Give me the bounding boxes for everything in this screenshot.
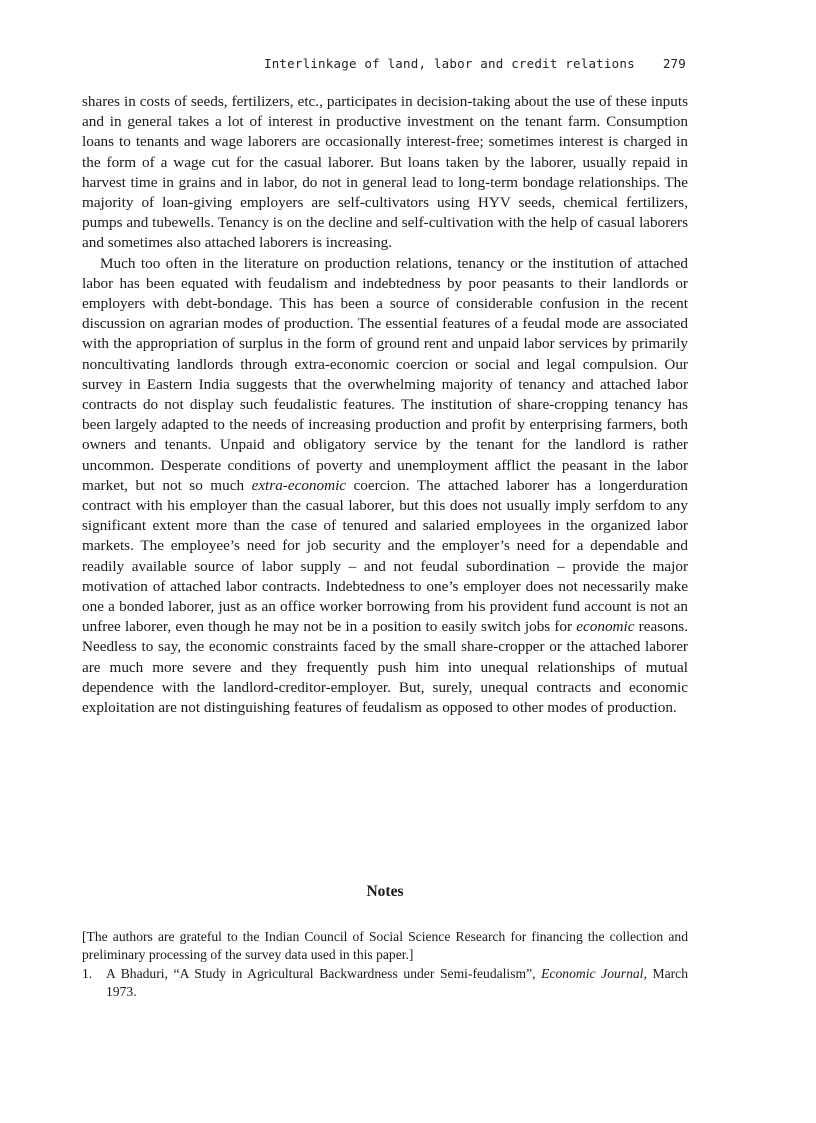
body-text bbox=[82, 92, 688, 718]
emphasis-extra-economic: extra-economic bbox=[251, 476, 347, 494]
note-date: , March 1973. bbox=[106, 965, 688, 1000]
page-number: 279 bbox=[662, 56, 686, 71]
notes-section bbox=[82, 928, 688, 1002]
note-journal: Economic Journal bbox=[541, 965, 644, 981]
paragraph-2-part-a: Much too often in the literature on production relations, tenancy or the institution of attached labor has been equated with feudalism and indebtedness by poor peasants to their landlords or employers with debt-bondage. This has been a source of considerable confusion in the recent discussion on agrarian modes of production. The essential features of a feudal mode are associated with the appropriation of surplus in the form of ground rent and unpaid labor services by primarily noncultivating landlords through extra-economic coercion or social and legal compulsion. Our survey in Eastern India suggests that the overwhelming majority of tenancy and attached labor contracts do not display such feudalistic features. The institution of share-cropping tenancy has been largely adapted to the needs of increasing production and profit by enterprising farmers, both owners and tenants. Unpaid and obligatory service by the tenant for the landlord is rather uncommon. Desperate conditions of poverty and unemployment afflict the peasant in the labor market, but not so much bbox=[82, 254, 688, 494]
acknowledgement-note: [The authors are grateful to the Indian Council of Social Science Research for financing the collection and preliminary processing of the survey data used in this paper.] bbox=[82, 929, 688, 963]
notes-heading: Notes bbox=[366, 883, 404, 900]
paragraph-2 bbox=[82, 254, 688, 719]
emphasis-economic: economic bbox=[576, 618, 635, 636]
running-head bbox=[82, 56, 686, 71]
running-title: Interlinkage of land, labor and credit relations bbox=[263, 56, 635, 71]
paragraph-1: shares in costs of seeds, fertilizers, etc., participates in decision-taking about the use of these inputs and in general takes a lot of interest in productive investment on the tenant farm. Consumption loans to tenants and wage laborers are occasionally interest-free; sometimes interest is charged in the form of a wage cut for the casual laborer. But loans taken by the laborer, usually repaid in harvest time in grains and in labor, do not in general lead to long-term bondage relationships. The majority of loan-giving employers are self-cultivators using HYV seeds, chemical fertilizers, pumps and tubewells. Tenancy is on the decline and self-cultivation with the help of casual laborers and sometimes also attached laborers is increasing. bbox=[82, 93, 688, 252]
paragraph-2-part-c: reasons. Needless to say, the economic constraints faced by the small share-cropper or the attached laborer are much more severe and they frequently push him into unequal relationships of mutual dependence with the landlord-creditor-employer. But, surely, unequal contracts and economic exploitation are not distinguishing features of feudalism as opposed to other modes of production. bbox=[82, 618, 689, 717]
note-item bbox=[82, 965, 688, 1002]
note-number: 1. bbox=[82, 965, 93, 981]
note-text bbox=[106, 965, 688, 1002]
paragraph-2-part-b: coercion. The attached laborer has a longerduration contract with his employer than the casual laborer, but this does not usually imply serfdom to any significant extent more than the case of tenured and salaried employees in the organized labor markets. The employee’s need for job security and the employer’s need for a dependable and readily available source of labor supply – and not feudal subordination – provide the major motivation of attached labor contracts. Indebtedness to one’s employer does not necessarily make one a bonded laborer, just as an office worker borrowing from his provident fund account is not an unfree laborer, even though he may not be in a position to easily switch jobs for bbox=[82, 476, 689, 636]
note-citation: A Bhaduri, “A Study in Agricultural Backwardness under Semi-feudalism”, bbox=[106, 965, 536, 981]
